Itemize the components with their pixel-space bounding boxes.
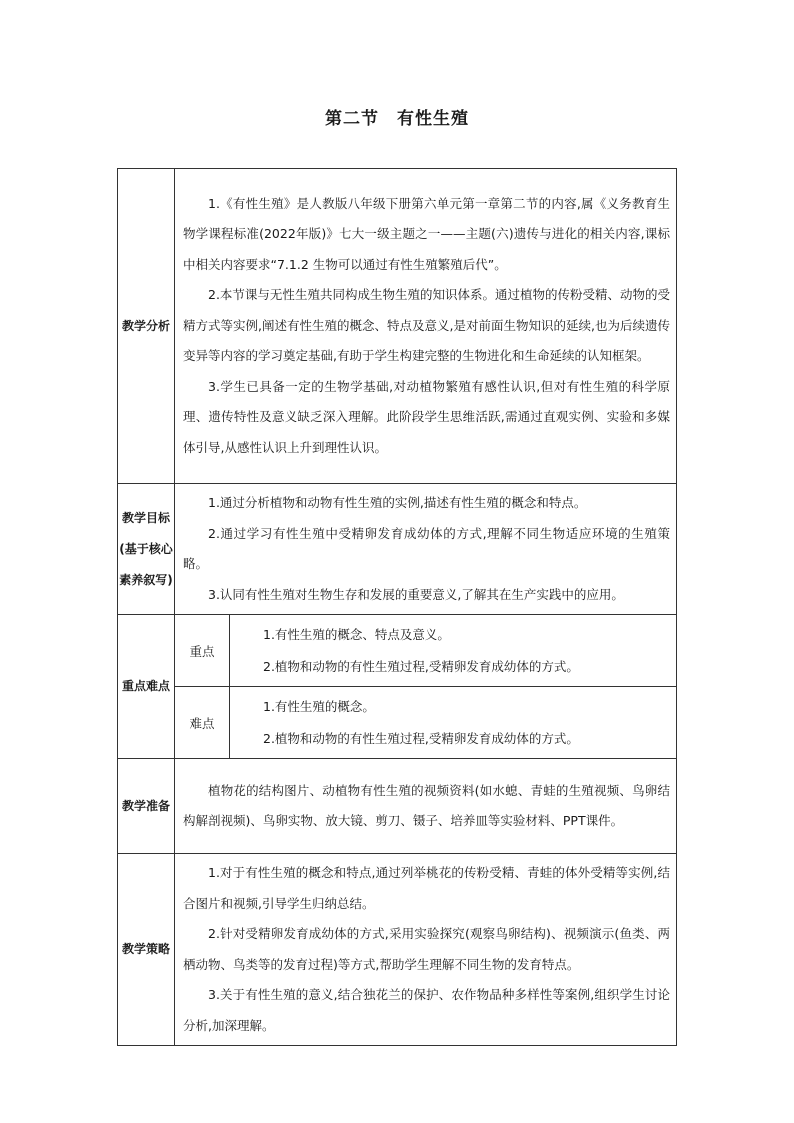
goal-paragraph: 3.认同有性生殖对生物生存和发展的重要意义,了解其在生产实践中的应用。 (208, 586, 624, 602)
cell-teaching-prep (175, 759, 677, 854)
row-difficult-points (118, 687, 677, 759)
prep-paragraph: 植物花的结构图片、动植物有性生殖的视频资料(如水螅、青蛙的生殖视频、鸟卵结构解剖视频)、鸟卵实物、放大镜、剪刀、镊子、培养皿等实验材料、PPT课件。 (183, 782, 670, 828)
label-difficult-points: 难点 (175, 687, 230, 759)
key-point-item: 1.有性生殖的概念、特点及意义。 (263, 627, 450, 642)
cell-teaching-strategy (175, 854, 677, 1046)
analysis-paragraph: 1.《有性生殖》是人教版八年级下册第六单元第一章第二节的内容,属《义务教育生物学课程标准(2022年版)》七大一级主题之一——主题(六)遗传与进化的相关内容,课标中相关内容要求“7.1.2 生物可以通过有性生殖繁殖后代”。 (183, 195, 670, 272)
row-teaching-strategy (118, 854, 677, 1046)
strategy-paragraph: 2.针对受精卵发育成幼体的方式,采用实验探究(观察鸟卵结构)、视频演示(鱼类、两栖动物、鸟类等的发育过程)等方式,帮助学生理解不同生物的发育特点。 (183, 926, 670, 972)
strategy-paragraph: 3.关于有性生殖的意义,结合独花兰的保护、农作物品种多样性等案例,组织学生讨论分析,加深理解。 (183, 987, 670, 1033)
difficult-point-item: 1.有性生殖的概念。 (263, 699, 375, 714)
lesson-plan-table (117, 168, 677, 1046)
key-point-item: 2.植物和动物的有性生殖过程,受精卵发育成幼体的方式。 (263, 658, 579, 674)
difficult-point-item: 2.植物和动物的有性生殖过程,受精卵发育成幼体的方式。 (263, 730, 579, 746)
label-teaching-strategy: 教学策略 (118, 854, 175, 1046)
row-teaching-goals (118, 484, 677, 615)
analysis-paragraph: 3.学生已具备一定的生物学基础,对动植物繁殖有感性认识,但对有性生殖的科学原理、遗传特性及意义缺乏深入理解。此阶段学生思维活跃,需通过直观实例、实验和多媒体引导,从感性认识上升到理性认识。 (183, 378, 670, 455)
cell-difficult-points (230, 687, 677, 759)
analysis-paragraph: 2.本节课与无性生殖共同构成生物生殖的知识体系。通过植物的传粉受精、动物的受精方式等实例,阐述有性生殖的概念、特点及意义,是对前面生物知识的延续,也为后续遗传变异等内容的学习奠定基础,有助于学生构建完整的生物进化和生命延续的认知框架。 (183, 287, 670, 364)
cell-teaching-analysis (175, 169, 677, 484)
goal-paragraph: 1.通过分析植物和动物有性生殖的实例,描述有性生殖的概念和特点。 (208, 495, 587, 510)
label-teaching-analysis: 教学分析 (118, 169, 175, 484)
cell-key-points (230, 615, 677, 687)
label-teaching-prep: 教学准备 (118, 759, 175, 854)
label-key-difficult: 重点难点 (118, 615, 175, 759)
strategy-paragraph: 1.对于有性生殖的概念和特点,通过列举桃花的传粉受精、青蛙的体外受精等实例,结合图片和视频,引导学生归纳总结。 (183, 865, 670, 911)
row-teaching-prep (118, 759, 677, 854)
cell-teaching-goals (175, 484, 677, 615)
page-title (0, 104, 794, 129)
title-section-number: 第二节 (325, 109, 379, 129)
title-topic: 有性生殖 (397, 109, 469, 129)
label-key-points: 重点 (175, 615, 230, 687)
row-teaching-analysis (118, 169, 677, 484)
label-teaching-goals: 教学目标(基于核心素养叙写) (118, 484, 175, 615)
row-key-points (118, 615, 677, 687)
goal-paragraph: 2.通过学习有性生殖中受精卵发育成幼体的方式,理解不同生物适应环境的生殖策略。 (183, 525, 670, 571)
